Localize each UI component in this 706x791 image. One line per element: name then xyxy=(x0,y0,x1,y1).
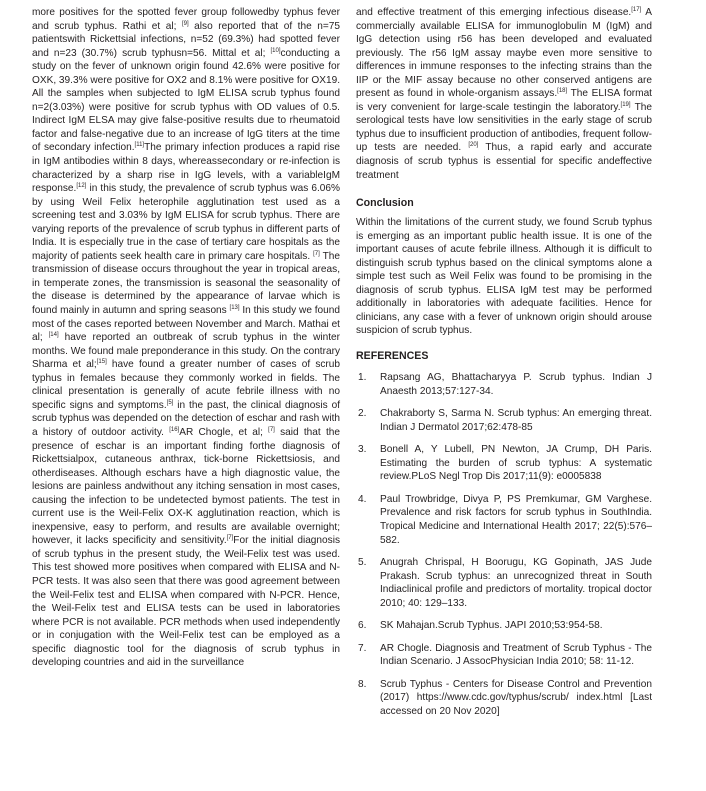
reference-number: 3. xyxy=(358,444,367,456)
reference-text: Paul Trowbridge, Divya P, PS Premkumar, GM Varghese. Prevalence and risk factors for scrub typhus in SouthIndia. Tropical Medicine and International Health 2017; 22(5):576–582. xyxy=(380,493,652,546)
reference-item xyxy=(356,619,652,633)
citation-marker: [12] xyxy=(76,183,87,190)
citation-marker: [13] xyxy=(229,305,240,312)
reference-text: Bonell A, Y Lubell, PN Newton, JA Crump, DH Paris. Estimating the burden of scrub typhus: A systematic review.PLoS Negl Trop Dis 2017;11(9): e0005838 xyxy=(380,444,652,483)
reference-number: 4. xyxy=(358,493,367,505)
reference-text: Scrub Typhus - Centers for Disease Control and Prevention (2017) https://www.cdc.gov/typhus/scrub/ index.html [Last accessed on 20 Nov 2020] xyxy=(380,678,652,717)
citation-marker: [17] xyxy=(631,7,642,13)
discussion-paragraph: more positives for the spotted fever group followedby typhus fever and scrub typhus. Rathi et al; [9] also reported that of the n=75 patientswith Rickettsial infections, n=52 (69.3%) had spotted fever and n=23 (30.7%) scrub typhusn=56. Mittal et al; [10]conducting a study on the fever of unknown origin found 42.6% were positive for OXK, 39.3% were positive for OX2 and 8.1% were positive for OX19. All the samples when subjected to IgM ELISA scrub typhus found n=2(3.03%) were positive for scrub typhus with OD values of 0.5. Indirect IgM ELSA may give false-positive results due to rheumatoid factor and false-negative due to an increase of IgG titers at the time of secondary infection.[11]The primary infection produces a rapid rise in IgM antibodies within 8 days, whereassecondary or re-infection is characterized by a sharp rise in IgG levels, with a variableIgM response.[12] in this study, the prevalence of scrub typhus was 6.06% by using Weil Felix heterophile agglutination test used as a screening test and 3.03% by IgM ELISA for scrub typhus. There are varying reports of the prevalence of scrub typhus in different parts of India. It is especially true in the case of tertiary care hospitals as the majority of patients seek health care in primary care hospitals. [7] The transmission of disease occurs throughout the year in tropical areas, in temperate zones, the transmission is seasonal the seasonality of the disease is determined by the appearance of larvae which is found mainly in autumn and spring seasons [13] In this study we found most of the cases reported between November and March. Mathai et al; [14] have reported an outbreak of scrub typhus in the winter months. We found male preponderance in this study. On the contrary Sharma et al;[15] have found a greater number of cases of scrub typhus in females because they commonly worked in fields. The clinical presentation is generally of acute febrile illness with no specific signs and symptoms.[5] in the past, the clinical diagnosis of scrub typhus was depended on the detection of eschar and rash with a history of outdoor activity. [16]AR Chogle, et al; [7] said that the presence of eschar is an important finding forthe diagnosis of Rickettsialpox, cutaneous anthrax, tick-borne Rickettsiosis, and otherdiseases. Although eschars have a high diagnostic value, the lesions are painless andwithout any itching sensation in most cases, causing the infection to be undetected bymost patients. The test in current use is the Weil-Felix OX-K agglutination reaction, which is inexpensive, easy to perform, and results are available overnight; however, it lacks specificity and sensitivity.[7]For the initial diagnosis of scrub typhus in the present study, the Weil-Felix test was used. This test showed more positives when compared with ELISA and N-PCR tests. It was also seen that there was good agreement between the Weil-Felix test and ELISA when compared with N-PCR. Hence, the Weil-Felix test and ELISA tests can be used in laboratories where PCR is not available. PCR methods when used independently or in conjugation with the Weil-Felix test can be employed as a specific diagnostic tool for the diagnosis of scrub typhus in developing countries and aid in the surveillance xyxy=(32,7,341,669)
references-heading: REFERENCES xyxy=(356,350,429,363)
citation-marker: [7] xyxy=(268,426,275,433)
left-column xyxy=(32,6,340,670)
citation-marker: [10] xyxy=(270,47,281,54)
reference-item xyxy=(356,407,652,434)
citation-marker: [14] xyxy=(48,332,59,339)
references-list xyxy=(356,371,652,718)
conclusion-heading: Conclusion xyxy=(356,197,414,210)
reference-item xyxy=(356,556,652,610)
citation-marker: [7] xyxy=(313,250,320,257)
reference-number: 7. xyxy=(358,642,367,654)
citation-marker: [15] xyxy=(96,359,107,366)
reference-number: 6. xyxy=(358,620,367,632)
citation-marker: [18] xyxy=(557,88,568,95)
conclusion-paragraph: Within the limitations of the current study, we found Scrub typhus is emerging as an important public health issue. It is one of the important causes of acute febrile illness. Although it is difficult to distinguish scrub typhus based on the clinical symptoms alone a simple test such as Weil Felix was found to be promising in the diagnosis of scrub typhus. ELISA IgM test may be performed additionally in laboratories with adequate facilities. Hence for clinicians, any case with a fever of unknown origin should arouse suspicion of scrub typhus. xyxy=(356,217,652,337)
reference-text: SK Mahajan.Scrub Typhus. JAPI 2010;53:954-58. xyxy=(380,620,603,632)
reference-number: 5. xyxy=(358,557,367,569)
reference-text: Rapsang AG, Bhattacharyya P. Scrub typhus. Indian J Anaesth 2013;57:127-34. xyxy=(380,372,652,397)
citation-marker: [16] xyxy=(169,426,180,433)
reference-item xyxy=(356,678,652,719)
citation-marker: [7] xyxy=(226,535,234,542)
reference-number: 8. xyxy=(358,678,367,690)
citation-marker: [20] xyxy=(468,142,479,149)
reference-item xyxy=(356,642,652,669)
right-column xyxy=(356,6,652,728)
citation-marker: [11] xyxy=(134,142,145,149)
reference-number: 2. xyxy=(358,408,367,420)
discussion-continued-paragraph: and effective treatment of this emerging infectious disease.[17] A commercially available ELISA for immunoglobulin M (IgM) and IgG detection using r56 has been developed and evaluated previously. The r56 IgM assay maybe even more sensitive to differences in immune responses to the infecting strains than the IIP or the MIF assay because no other conserved antigens are present as found in whole-organism assays.[18] The ELISA format is very convenient for large-scale testingin the laboratory.[19] The serological tests have low sensitivities in the early stage of scrub typhus due to insufficient production of antibodies, frequent follow-up tests are needed. [20] Thus, a rapid early and accurate diagnosis of scrub typhus is essential for specific andeffective treatment xyxy=(356,7,653,181)
reference-item xyxy=(356,371,652,398)
reference-text: Anugrah Chrispal, H Boorugu, KG Gopinath, JAS Jude Prakash. Scrub typhus: an unrecognized threat in South Indiaclinical profile and predictors of mortality. tropical doctor 2010; 40: 129–133. xyxy=(380,557,652,609)
reference-item xyxy=(356,493,652,547)
citation-marker: [19] xyxy=(620,101,631,108)
citation-marker: [9] xyxy=(181,20,189,27)
reference-item xyxy=(356,443,652,484)
reference-number: 1. xyxy=(358,372,367,384)
citation-marker: [5] xyxy=(166,399,174,406)
reference-text: Chakraborty S, Sarma N. Scrub typhus: An emerging threat. Indian J Dermatol 2017;62:478-85 xyxy=(380,408,652,433)
reference-text: AR Chogle. Diagnosis and Treatment of Scrub Typhus - The Indian Scenario. J AssocPhysician India 2010; 58: 11-12. xyxy=(380,642,652,668)
